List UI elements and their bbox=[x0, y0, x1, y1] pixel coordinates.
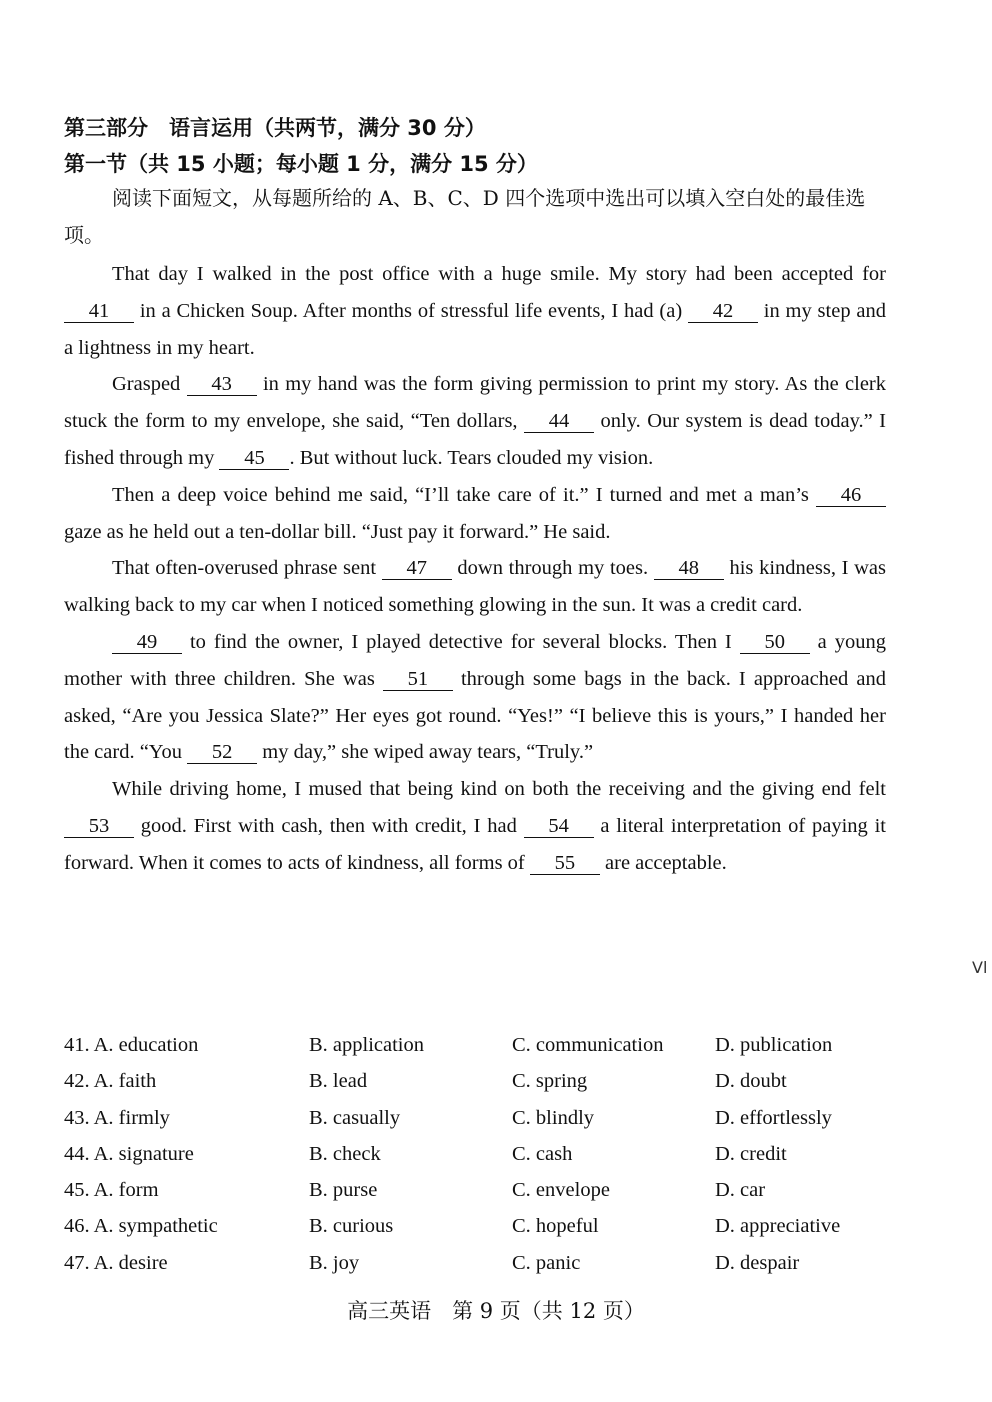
option-c: C. spring bbox=[512, 1070, 588, 1093]
option-c: C. blindly bbox=[512, 1106, 595, 1129]
option-row bbox=[64, 1136, 894, 1172]
option-b: B. purse bbox=[309, 1179, 378, 1202]
option-c: C. communication bbox=[512, 1034, 664, 1056]
paragraph: Then a deep voice behind me said, “I’ll take care of it.” I turned and met a man’s 46 gaze as he held out a ten-dollar bill. “Just pay it forward.” He said. bbox=[64, 477, 886, 551]
option-b: B. casually bbox=[309, 1106, 401, 1129]
option-a: 41. A. education bbox=[64, 1034, 199, 1056]
option-d: D. credit bbox=[715, 1142, 787, 1165]
option-a: 47. A. desire bbox=[64, 1251, 168, 1274]
section-subtitle: 第一节（共 15 小题；每小题 1 分，满分 15 分） bbox=[64, 152, 538, 176]
blank-51: 51 bbox=[383, 668, 453, 691]
blank-44: 44 bbox=[524, 410, 594, 433]
option-b: B. application bbox=[309, 1034, 425, 1056]
passage bbox=[64, 256, 886, 882]
paragraph: 49 to find the owner, I played detective for several blocks. Then I 50 a young mother with three children. She was 51 through some bags in the back. I approached and asked, “Are you Jessica Slate?” Her eyes got round. “Yes!” “I believe this is yours,” I handed her the card. “You 52 my day,” she wiped away tears, “Truly.” bbox=[64, 630, 886, 764]
blank-47: 47 bbox=[382, 557, 452, 580]
option-row bbox=[64, 1063, 894, 1099]
page-footer: 高三英语 第 9 页（共 12 页） bbox=[347, 1299, 645, 1323]
option-a: 45. A. form bbox=[64, 1179, 159, 1202]
blank-49: 49 bbox=[112, 631, 182, 654]
options-table bbox=[64, 1027, 894, 1281]
blank-45: 45 bbox=[219, 447, 289, 470]
paragraph: That day I walked in the post office with a huge smile. My story had been accepted for 41 in a Chicken Soup. After months of stressful life events, I had (a) 42 in my step and a lightness in my heart. bbox=[64, 263, 886, 359]
blank-53: 53 bbox=[64, 815, 134, 838]
blank-42: 42 bbox=[688, 300, 758, 323]
option-b: B. lead bbox=[309, 1070, 368, 1093]
option-a: 42. A. faith bbox=[64, 1070, 157, 1093]
option-d: D. appreciative bbox=[715, 1215, 841, 1238]
option-d: D. effortlessly bbox=[715, 1106, 832, 1129]
paragraph: That often-overused phrase sent 47 down through my toes. 48 his kindness, I was walking back to my car when I noticed something glowing in the sun. It was a credit card. bbox=[64, 557, 887, 617]
option-b: B. joy bbox=[309, 1251, 360, 1274]
option-b: B. check bbox=[309, 1142, 381, 1165]
blank-43: 43 bbox=[187, 373, 257, 396]
option-row bbox=[64, 1245, 894, 1281]
option-b: B. curious bbox=[309, 1215, 394, 1238]
option-c: C. cash bbox=[512, 1142, 573, 1165]
option-d: D. car bbox=[715, 1179, 766, 1202]
option-row bbox=[64, 1208, 894, 1244]
paragraph: While driving home, I mused that being kind on both the receiving and the giving end felt 53 good. First with cash, then with credit, I had 54 a literal interpretation of paying it forward. When it comes to acts of kindness, all forms of 55 are acceptable. bbox=[64, 778, 886, 874]
blank-41: 41 bbox=[64, 300, 134, 323]
option-a: 44. A. signature bbox=[64, 1142, 194, 1165]
option-c: C. envelope bbox=[512, 1179, 610, 1202]
option-c: C. hopeful bbox=[512, 1215, 599, 1238]
margin-mark: Vl bbox=[972, 958, 988, 977]
option-a: 43. A. firmly bbox=[64, 1106, 170, 1129]
option-row bbox=[64, 1027, 894, 1063]
blank-54: 54 bbox=[524, 815, 594, 838]
blank-48: 48 bbox=[654, 557, 724, 580]
option-d: D. despair bbox=[715, 1251, 800, 1274]
blank-52: 52 bbox=[187, 741, 257, 764]
blank-55: 55 bbox=[530, 852, 600, 875]
paragraph: Grasped 43 in my hand was the form giving permission to print my story. As the clerk stuck the form to my envelope, she said, “Ten dollars, 44 only. Our system is dead today.” I fished through my 45 . But without luck. Tears clouded my vision. bbox=[64, 373, 887, 469]
blank-50: 50 bbox=[740, 631, 810, 654]
option-c: C. panic bbox=[512, 1251, 581, 1274]
blank-46: 46 bbox=[816, 484, 886, 507]
option-a: 46. A. sympathetic bbox=[64, 1215, 218, 1238]
option-d: D. publication bbox=[715, 1034, 833, 1056]
option-row bbox=[64, 1172, 894, 1208]
option-row bbox=[64, 1100, 894, 1136]
option-d: D. doubt bbox=[715, 1070, 787, 1093]
instruction-text: 阅读下面短文，从每题所给的 A、B、C、D 四个选项中选出可以填入空白处的最佳选项。 bbox=[64, 186, 866, 247]
section-title: 第三部分 语言运用（共两节，满分 30 分） bbox=[64, 116, 486, 140]
